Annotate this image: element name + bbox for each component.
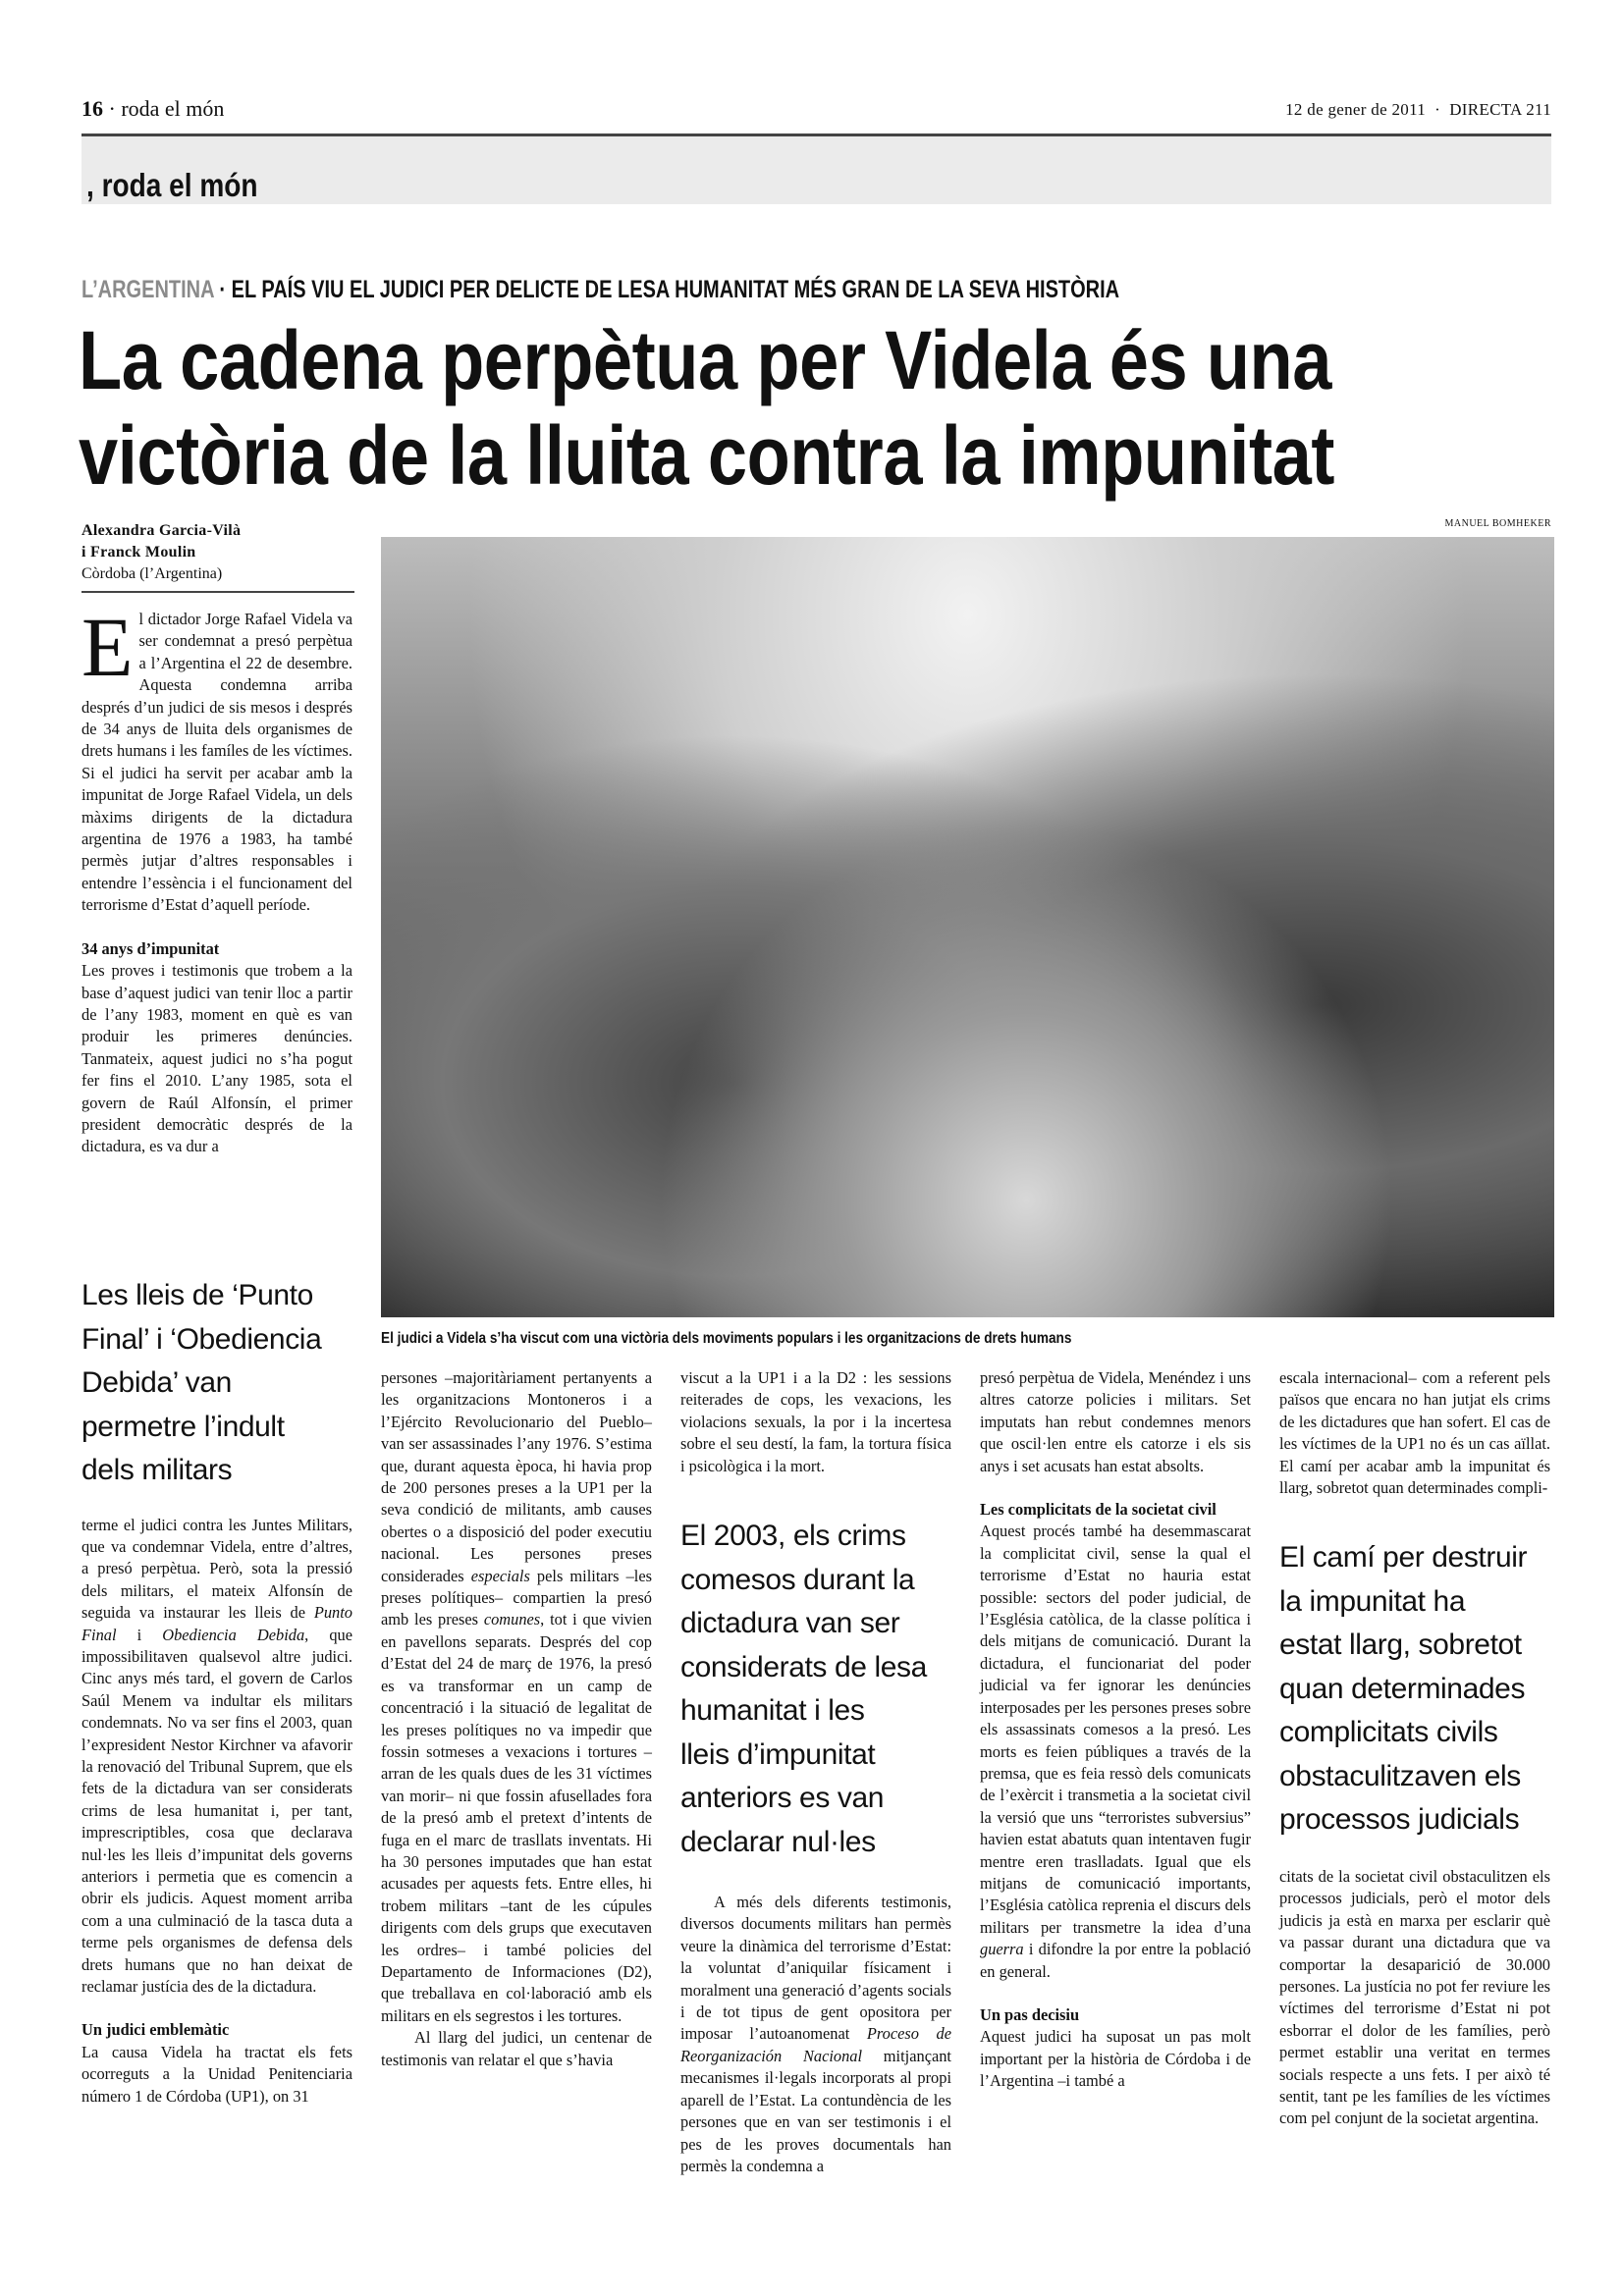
kicker-text: EL PAÍS VIU EL JUDICI PER DELICTE DE LESA HUMANITAT MÉS GRAN DE LA SEVA HISTÒRIA [231, 276, 1120, 303]
intro-text: l dictador Jorge Rafael Videla va ser condemnat a presó perpètua a l’Argentina el 22 de desembre. Aquesta condemna arriba després d’un judici de sis mesos i després de 34 anys de lluita dels organismes de drets humans i les famíles de les víctimes. Si el judici ha servit per acabar amb la impunitat de Jorge Rafael Videla, un dels màxims dirigents de la dictadura argentina de 1976 a 1983, ha també permès jutjar d’altres responsables i entendre l’essència i el funcionament del terrorisme d’Estat d’aquell període. [81, 610, 352, 915]
headline-line-2: victòria de la lluita contra la impunitat [79, 409, 1334, 502]
pull-quote-line: El 2003, els crims [680, 1520, 906, 1553]
page-number: 16 [81, 96, 103, 121]
pull-quote-line: la impunitat ha [1279, 1584, 1466, 1618]
pull-quote-line: anteriors es van [680, 1782, 885, 1815]
pull-quote-line: declarar nul·les [680, 1825, 876, 1858]
pull-quote-line: estat llarg, sobretot [1279, 1629, 1522, 1662]
column-1-bottom [81, 1274, 352, 2108]
section-band-title: , roda el món [86, 167, 258, 203]
pull-quote [1279, 1536, 1550, 1842]
subhead: Un pas decisiu [980, 2004, 1080, 2024]
author-2: i Franck Moulin [81, 544, 196, 561]
text-run: terme el judici contra les Juntes Militars, que va condemnar Videla, entre d’altres, a presó perpètua. Però, sota la pressió dels militars, el mateix Alfonsín de seguida va instaurar les lleis de [81, 1515, 352, 1623]
subhead: 34 anys d’impunitat [81, 938, 220, 958]
pull-quote-line: Les lleis de ‘Punto [81, 1279, 313, 1311]
section-name: roda el món [121, 96, 225, 121]
drop-cap: E [81, 600, 134, 694]
subhead: Les complicitats de la societat civil [980, 1500, 1217, 1520]
pull-quote [81, 1274, 352, 1493]
publication-name: DIRECTA 211 [1449, 100, 1551, 119]
crowd-photo [381, 537, 1554, 1317]
text-run: , tot i que vivien en pavellons separats. Després del cop d’Estat del 24 de març de 1976, la presó es va transformar en un camp de concentració i la situació de legalitat de les preses polítiques no va impedir que fossin sotmeses a vexacions i tortures –arran de les quals dues de les 31 víctimes van morir– ni que fossin afusellades fora de la presó amb el pretext d’intents de fuga en el marc de trasllats inventats. Hi ha 30 persones imputades que han estat acusades per aquests fets. Entre elles, hi trobem militars –tant de les cúpules dirigents com dels grups que executaven les ordres– i també policies del Departamento de Informaciones (D2), que treballava en col·laboració amb els militars en els segrestos i les tortures. [381, 1610, 652, 2025]
pull-quote-line: El camí per destruir [1279, 1541, 1528, 1575]
column-4 [980, 1367, 1251, 2093]
body-paragraph: viscut a la UP1 i a la D2 : les sessions reiterades de cops, les vexacions, les violacions sexuals, la por i la incertesa sobre el seu destí, la fam, la tortura física i psicològica i la mort. [680, 1368, 951, 1475]
text-run: Aquest procés també ha desemmascarat la complicitat civil, sense la qual el terrorisme d’Estat no hauria estat possible: sectors del poder judicial, de l’Església catòlica, de la classe política i dels mitjans de comunicació. Durant la dictadura, el funcionariat del poder judicial va fer ignorar les denúncies interposades per les persones preses sobre els assassinats comesos a la presó. Les morts es feien públiques a través de la premsa, que es feia ressò dels comunicats de l’exèrcit i transmetia a la societat civil la versió que uns “terroristes subversius” havien estat abatuts quan intentaven fugir mentre eren traslladats. Igual que els mitjans de comunicació importants, l’Església catòlica reprenia el discurs dels militars per transmetre la idea d’una [980, 1522, 1251, 1937]
body-paragraph: Al llarg del judici, un centenar de testimonis van relatar el que s’havia [381, 2028, 652, 2069]
body-paragraph [381, 1367, 652, 2027]
pull-quote-line: Debida’ van [81, 1366, 232, 1399]
photo-credit: MANUEL BOMHEKER [1444, 518, 1551, 529]
issue-info: 12 de gener de 2011 · DIRECTA 211 [1285, 100, 1551, 119]
pull-quote-line: dels militars [81, 1454, 233, 1486]
issue-date: 12 de gener de 2011 [1285, 100, 1427, 119]
headline-line-1: La cadena perpètua per Videla és una [79, 314, 1331, 406]
body-paragraph: Les proves i testimonis que trobem a la base d’aquest judici van tenir lloc a partir de l’any 1983, moment en què es van produir les primeres denúncies. Tanmateix, aquest judici no s’ha pogut fer fins el 2010. L’any 1985, sota el govern de Raúl Alfonsín, el primer president democràtic després de la dictadura, es va dur a [81, 961, 352, 1156]
author-1: Alexandra Garcia-Vilà [81, 522, 242, 539]
body-paragraph: citats de la societat civil obstaculitzen els processos judicials, però el motor dels judicis ja està en marxa per esclarir què va passar durant una dictadura que va comportar la desaparició de 30.000 persones. La justícia no pot fer reviure les víctimes del terrorisme d’Estat ni pot esborrar el dolor de les famílies, però permet establir una veritat en termes socials respecte a uns fets. I per això té sentit, tant pe les famílies de les víctimes com pel conjunt de la societat argentina. [1279, 1866, 1550, 2128]
photo-caption: El judici a Videla s’ha viscut com una victòria dels moviments populars i les organitzacions de drets humans [381, 1330, 1072, 1347]
italic-term: Punto Final [81, 1603, 352, 1644]
pull-quote [680, 1515, 951, 1864]
text-run: i [116, 1625, 163, 1644]
italic-term: guerra [980, 1940, 1024, 1959]
italic-term: Obediencia Debida [162, 1625, 305, 1644]
body-paragraph [980, 1521, 1251, 1983]
text-run: persones –majoritàriament pertanyents a les organitzacions Montoneros i a l’Ejército Revolucionario del Pueblo– van ser assassinades l’any 1976. S’estima que, durant aquesta època, hi havia prop de 200 persones preses a la UP1 per la seva condició de militants, amb causes obertes o a disposició del poder executiu nacional. Les persones preses considerades [381, 1368, 652, 1585]
body-paragraph: presó perpètua de Videla, Menéndez i uns altres catorze policies i militars. Set imputats han rebut condemnes menors que oscil·len entre els catorze i els sis anys i set acusats han estat absolts. [980, 1368, 1251, 1475]
column-2 [381, 1367, 652, 2071]
italic-term: especials [470, 1566, 530, 1585]
kicker: L’ARGENTINA · EL PAÍS VIU EL JUDICI PER DELICTE DE LESA HUMANITAT MÉS GRAN DE LA SEVA HISTÒRIA [81, 276, 1120, 303]
pull-quote-line: comesos durant la [680, 1563, 915, 1596]
text-run: mitjançant mecanismes il·legals incorporats al propi aparell de l’Estat. La contundència de les persones que en van ser testimonis i el pes de les proves documentals han permès la condemna a [680, 2046, 951, 2175]
kicker-country: L’ARGENTINA [81, 276, 214, 303]
byline [81, 520, 354, 593]
intro-paragraph [81, 600, 352, 917]
pull-quote-line: humanitat i les [680, 1694, 865, 1728]
text-run: pels militars –les preses polítiques– compartien la presó amb les preses [381, 1566, 652, 1629]
italic-term: Proceso de Reorganización Nacional [680, 2024, 952, 2065]
body-paragraph [680, 1892, 951, 2177]
section-band [81, 136, 1551, 204]
pull-quote-line: quan determinades [1279, 1672, 1526, 1705]
body-paragraph [81, 1515, 352, 1999]
pull-quote-line: dictadura van ser [680, 1607, 900, 1640]
dateline-location: Còrdoba (l’Argentina) [81, 565, 223, 582]
italic-term: comunes [483, 1610, 541, 1629]
text-run: i difondre la por entre la població en general. [980, 1940, 1251, 1981]
pull-quote-line: processos judicials [1279, 1803, 1520, 1837]
text-run: A més dels diferents testimonis, diversos documents militars han permès veure la dinàmica del terrorisme d’Estat: la voluntat d’aniquilar físicament i moralment una generació d’agents socials i de tot tipus de gent opositora per imposar l’autoanomenat [680, 1893, 951, 2044]
subhead: Un judici emblemàtic [81, 2020, 230, 2040]
text-run: , que impossibilitaven qualsevol altre judici. Cinc anys més tard, el govern de Carlos Saúl Menem va indultar els militars condemnats. No va ser fins el 2003, quan l’expresident Nestor Kirchner va afavorir la renovació del Tribunal Suprem, que els fets de la dictadura van ser considerats crims de lesa humanitat i, per tant, imprescriptibles, cosa que declarava nul·les les lleis d’impunitat dels governs anteriors i permetia que es comencin a obrir els judicis. Aquest moment arriba com a una culminació de la tasca duta a terme pels organismes de defensa dels drets humans que no han deixat de reclamar justícia des de la dictadura. [81, 1625, 352, 1997]
column-5 [1279, 1367, 1550, 2130]
body-paragraph: Aquest judici ha suposat un pas molt important per la història de Córdoba i de l’Argentina –i també a [980, 2027, 1251, 2091]
column-3 [680, 1367, 951, 2177]
body-paragraph: escala internacional– com a referent pels països que encara no han jutjat els crims de les dictadures que han sofert. El cas de les víctimes de la UP1 no és un cas aïllat. El camí per acabar amb la impunitat és llarg, sobretot quan determinades compli- [1279, 1368, 1550, 1498]
body-paragraph: La causa Videla ha tractat els fets ocorreguts a la Unidad Penitenciaria número 1 de Córdoba (UP1), on 31 [81, 2042, 352, 2106]
pull-quote-line: lleis d’impunitat [680, 1737, 876, 1771]
page-folio: 16 · roda el món [81, 96, 225, 121]
pull-quote-line: considerats de lesa [680, 1650, 927, 1683]
pull-quote-line: permetre l’indult [81, 1410, 285, 1443]
column-1-top [81, 600, 352, 1158]
pull-quote-line: complicitats civils [1279, 1716, 1498, 1749]
pull-quote-line: Final’ i ‘Obediencia [81, 1322, 322, 1356]
pull-quote-line: obstaculitzaven els [1279, 1759, 1521, 1792]
